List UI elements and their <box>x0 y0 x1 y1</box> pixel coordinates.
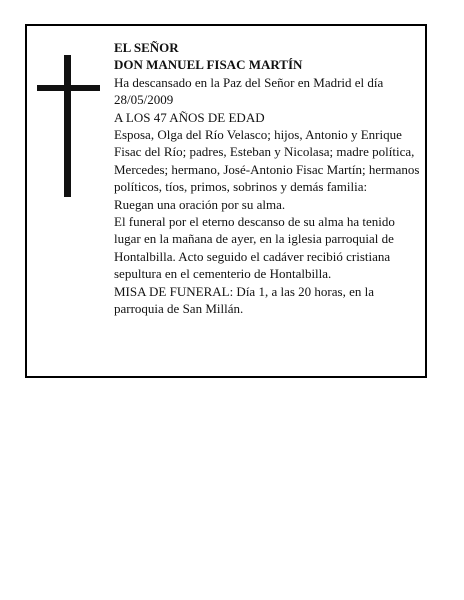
prayer-request: Ruegan una oración por su alma. <box>114 196 286 212</box>
death-statement: Ha descansado en la Paz del Señor en Madrid el día 28/05/2009 <box>114 74 384 108</box>
cross-icon <box>37 55 100 197</box>
notice-title-line-1: EL SEÑOR <box>114 40 179 55</box>
deceased-name: DON MANUEL FISAC MARTÍN <box>114 57 303 73</box>
cross-vertical-bar <box>64 55 71 197</box>
obituary-text <box>114 39 422 318</box>
family-members: Esposa, Olga del Río Velasco; hijos, Antonio y Enrique Fisac del Río; padres, Esteban y Nicolasa; madre política, Mercedes; hermano, José-Antonio Fisac Martín; hermanos políticos, tíos, primos, sobrinos y demás familia: <box>114 127 420 195</box>
age-at-death: A LOS 47 AÑOS DE EDAD <box>114 109 265 125</box>
funeral-details: El funeral por el eterno descanso de su alma ha tenido lugar en la mañana de ayer, en la iglesia parroquial de Hontalbilla. Acto seguido el cadáver recibió cristiana sepultura en el cementerio de Hontalbilla. <box>114 214 395 282</box>
obituary-notice <box>25 24 427 378</box>
funeral-mass-details: MISA DE FUNERAL: Día 1, a las 20 horas, en la parroquia de San Millán. <box>114 283 374 317</box>
cross-horizontal-bar <box>37 85 100 91</box>
